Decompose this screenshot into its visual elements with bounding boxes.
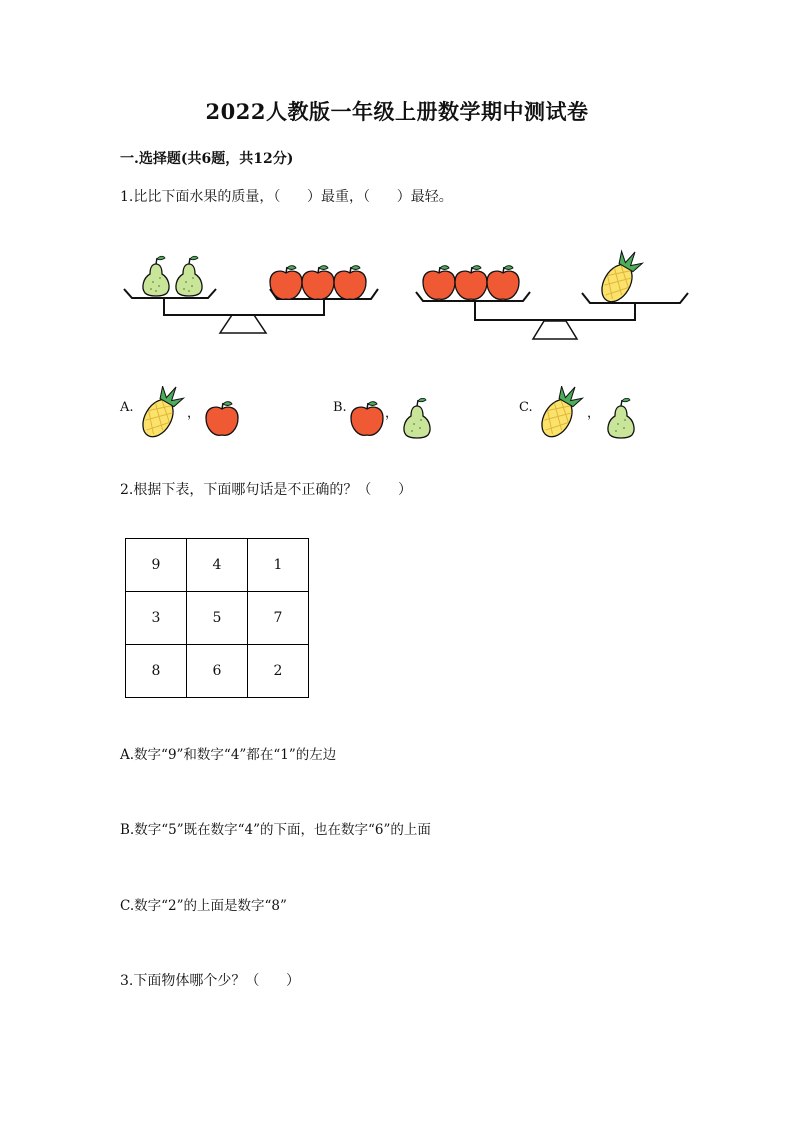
table-row xyxy=(126,592,309,645)
question-2-text: 2.根据下表，下面哪句话是不正确的？（ ） xyxy=(120,482,413,498)
page-title: 2022人教版一年级上册数学期中测试卷 xyxy=(205,99,589,124)
grid-cell: 8 xyxy=(126,645,187,698)
grid-cell: 2 xyxy=(248,645,309,698)
q2-choice-a[interactable]: A.数字“9”和数字“4”都在“1”的左边 xyxy=(120,747,337,763)
apple-icon xyxy=(302,266,334,300)
option-label: B. xyxy=(333,400,347,415)
apple-icon xyxy=(347,400,387,440)
pear-icon xyxy=(397,398,437,442)
table-row xyxy=(126,539,309,592)
option-separator: ， xyxy=(385,406,399,421)
question-3-text: 3.下面物体哪个少？（ ） xyxy=(120,973,301,989)
option-separator: ， xyxy=(587,406,601,421)
scale-2 xyxy=(416,246,688,339)
apple-icon xyxy=(455,266,487,300)
pear-icon xyxy=(601,398,641,442)
balance-scales-illustration xyxy=(110,235,710,350)
grid-cell: 3 xyxy=(126,592,187,645)
grid-cell: 4 xyxy=(187,539,248,592)
pineapple-icon xyxy=(533,386,588,441)
scale-1 xyxy=(124,256,378,333)
grid-cell: 6 xyxy=(187,645,248,698)
q2-choice-c[interactable]: C.数字“2”的上面是数字“8” xyxy=(120,898,287,914)
q2-choice-b[interactable]: B.数字“5”既在数字“4”的下面，也在数字“6”的上面 xyxy=(120,822,431,838)
pear-icon xyxy=(176,256,202,296)
grid-cell: 5 xyxy=(187,592,248,645)
apple-icon xyxy=(487,266,519,300)
option-separator: ， xyxy=(187,406,201,421)
grid-cell: 1 xyxy=(248,539,309,592)
pineapple-icon xyxy=(596,246,647,307)
pear-icon xyxy=(143,256,169,296)
apple-icon xyxy=(270,266,302,300)
number-grid xyxy=(125,538,309,698)
option-label: A. xyxy=(120,400,134,415)
pineapple-icon xyxy=(134,386,189,441)
apple-icon xyxy=(202,400,242,440)
grid-cell: 9 xyxy=(126,539,187,592)
option-label: C. xyxy=(519,400,533,415)
section-heading: 一.选择题(共6题，共12分) xyxy=(120,151,294,167)
grid-cell: 7 xyxy=(248,592,309,645)
apple-icon xyxy=(423,266,455,300)
apple-icon xyxy=(334,266,366,300)
question-1-text: 1.比比下面水果的质量，（ ）最重，（ ）最轻。 xyxy=(120,189,453,205)
table-row xyxy=(126,645,309,698)
